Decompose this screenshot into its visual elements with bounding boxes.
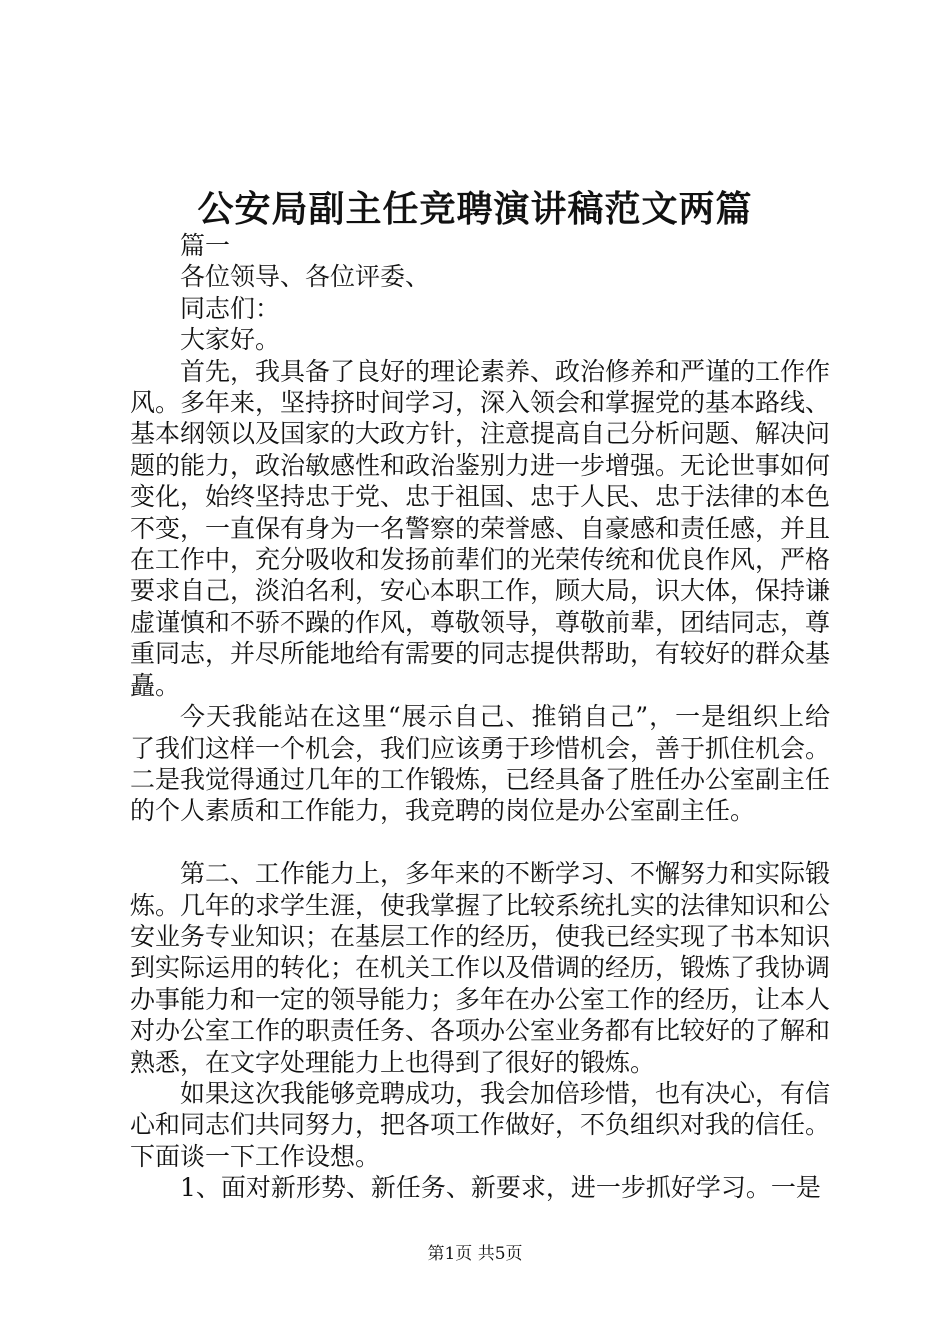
paragraph-salutation-comrades: 同志们： (180, 293, 281, 323)
document-body (130, 230, 830, 1204)
paragraph-section-heading: 篇一 (180, 231, 231, 260)
paragraph-plan-item-1: 1、面对新形势、新任务、新要求，进一步抓好学习。一是 (180, 1173, 821, 1203)
page-number-footer: 第1页 共5页 (427, 1244, 523, 1264)
paragraph-opportunity: 今天我能站在这里“展示自己、推销自己”，一是组织上给了我们这样一个机会，我们应该勇于珍惜机会，善于抓住机会。二是我觉得通过几年的工作锻炼，已经具备了胜任办公室副主任的个人素质和工作能力，我竞聘的岗位是办公室副主任。 (130, 702, 831, 826)
document-title: 公安局副主任竞聘演讲稿范文两篇 (197, 188, 753, 230)
paragraph-spacer (130, 827, 830, 858)
paragraph-greeting: 大家好。 (180, 325, 281, 355)
paragraph-salutation-leaders: 各位领导、各位评委、 (180, 262, 431, 292)
paragraph-commitment: 如果这次我能够竞聘成功，我会加倍珍惜，也有决心，有信心和同志们共同努力，把各项工作做好，不负组织对我的信任。下面谈一下工作设想。 (130, 1078, 831, 1171)
paragraph-work-ability: 第二、工作能力上，多年来的不断学习、不懈努力和实际锻炼。几年的求学生涯，使我掌握了比较系统扎实的法律知识和公安业务专业知识；在基层工作的经历，使我已经实现了书本知识到实际运用的转化；在机关工作以及借调的经历，锻炼了我协调办事能力和一定的领导能力；多年在办公室工作的经历，让本人对办公室工作的职责任务、各项办公室业务都有比较好的了解和熟悉，在文字处理能力上也得到了很好的锻炼。 (130, 859, 831, 1077)
paragraph-qualities: 首先，我具备了良好的理论素养、政治修养和严谨的工作作风。多年来，坚持挤时间学习，深入领会和掌握党的基本路线、基本纲领以及国家的大政方针，注意提高自己分析问题、解决问题的能力，政治敏感性和政治鉴别力进一步增强。无论世事如何变化，始终坚持忠于党、忠于祖国、忠于人民、忠于法律的本色不变，一直保有身为一名警察的荣誉感、自豪感和责任感，并且在工作中，充分吸收和发扬前辈们的光荣传统和优良作风，严格要求自己，淡泊名利，安心本职工作，顾大局，识大体，保持谦虚谨慎和不骄不躁的作风，尊敬领导，尊敬前辈，团结同志，尊重同志，并尽所能地给有需要的同志提供帮助，有较好的群众基矗。 (130, 356, 831, 700)
